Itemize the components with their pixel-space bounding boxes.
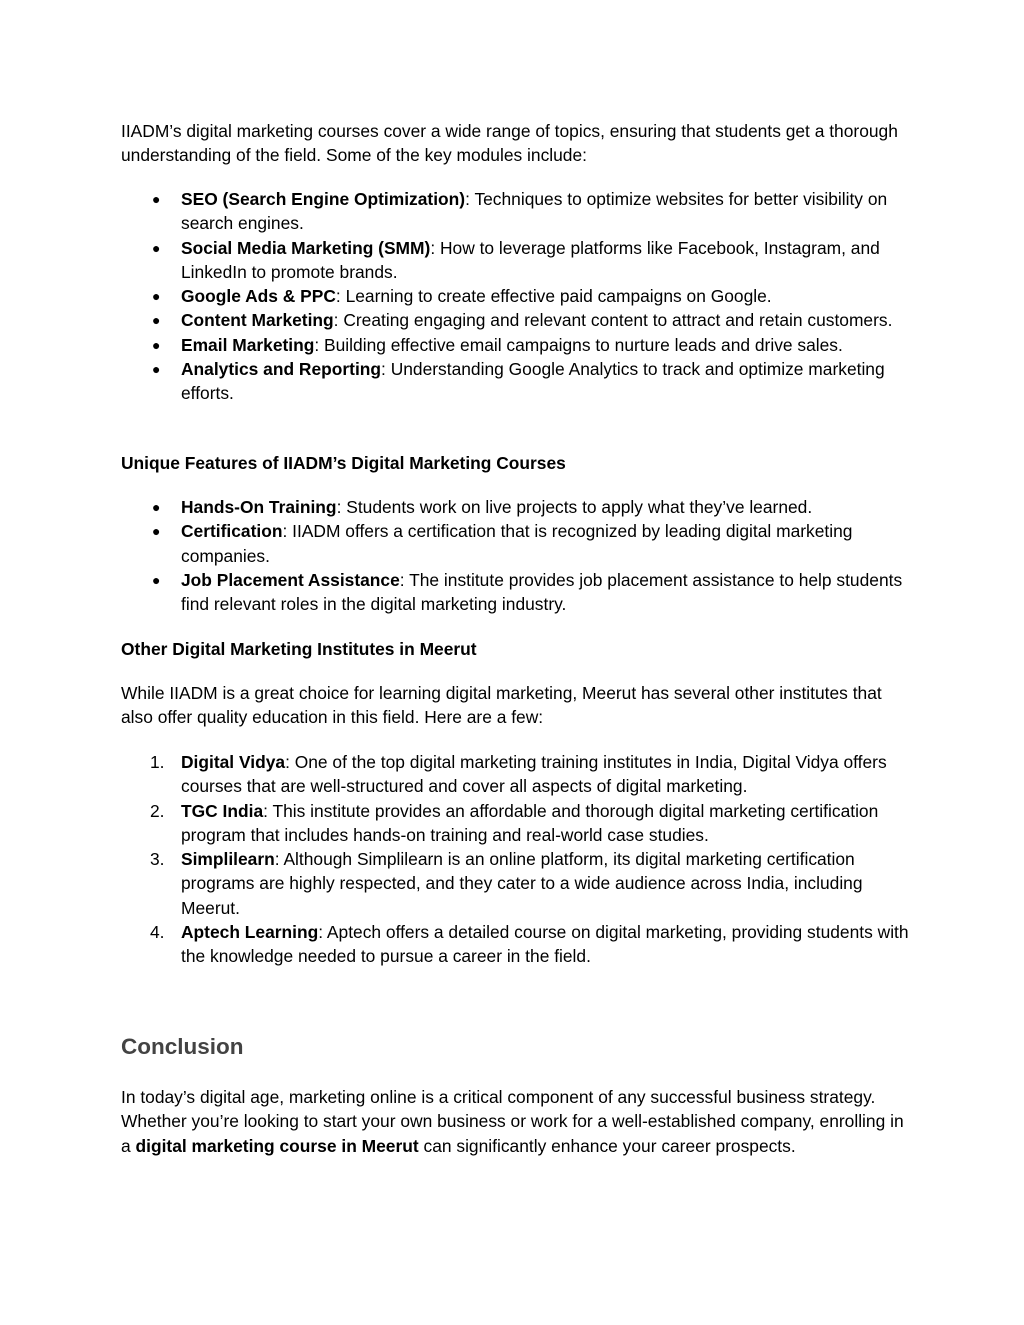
- list-item: [121, 495, 911, 519]
- bullet-icon: ●: [152, 239, 161, 256]
- item-title: Job Placement Assistance: [181, 569, 400, 590]
- item-title: SEO (Search Engine Optimization): [181, 189, 466, 209]
- conclusion-heading: Conclusion: [121, 1034, 244, 1059]
- list-number: 2.: [150, 800, 165, 821]
- item-title: Certification: [181, 521, 283, 542]
- item-desc: : Aptech offers a detailed course on digital marketing, providing students with the knowledge needed to pursue a career in the field.: [181, 922, 909, 967]
- bullet-icon: ●: [152, 571, 161, 588]
- list-item: [121, 519, 911, 568]
- bullet-icon: ●: [152, 523, 161, 540]
- list-item: [121, 357, 911, 406]
- list-number: 3.: [150, 849, 165, 870]
- conclusion-keyword: digital marketing course in Meerut: [135, 1135, 419, 1156]
- item-desc: : Students work on live projects to apply what they’ve learned.: [336, 497, 813, 517]
- bullet-icon: ●: [152, 361, 161, 378]
- list-item: [121, 920, 911, 969]
- modules-list: [121, 187, 911, 406]
- intro-paragraph: IIADM’s digital marketing courses cover a wide range of topics, ensuring that students get a thorough understanding of the field. Some of the key modules include:: [121, 121, 898, 166]
- item-desc: : How to leverage platforms like Facebook, Instagram, and LinkedIn to promote brands.: [181, 237, 880, 282]
- item-title: Hands-On Training: [181, 497, 337, 517]
- list-item: [121, 308, 911, 332]
- item-desc: : Building effective email campaigns to nurture leads and drive sales.: [314, 334, 843, 355]
- list-item: [121, 568, 911, 617]
- bullet-icon: ●: [152, 499, 161, 515]
- item-title: Aptech Learning: [181, 922, 319, 943]
- conclusion-text-end: can significantly enhance your career prospects.: [418, 1135, 796, 1156]
- item-desc: : One of the top digital marketing training institutes in India, Digital Vidya offers courses that are well-structured and cover all aspects of digital marketing.: [181, 752, 887, 797]
- item-desc: : Creating engaging and relevant content to attract and retain customers.: [333, 310, 893, 331]
- item-desc: : Techniques to optimize websites for better visibility on search engines.: [181, 189, 888, 234]
- institutes-list: [121, 750, 911, 969]
- item-title: Digital Vidya: [181, 752, 286, 772]
- list-item: [121, 284, 911, 308]
- bullet-icon: ●: [152, 288, 161, 305]
- item-desc: : Learning to create effective paid campaigns on Google.: [335, 286, 772, 307]
- conclusion-text-start: In today’s digital age, marketing online is a critical component of any successful business strategy. Whether you’re looking to start your own business or work for a well-established company, enrolling in a: [121, 1087, 904, 1156]
- list-item: [121, 333, 911, 357]
- item-title: Social Media Marketing (SMM): [181, 237, 431, 258]
- others-heading: Other Digital Marketing Institutes in Meerut: [121, 639, 477, 659]
- bullet-icon: ●: [152, 191, 161, 207]
- item-title: Email Marketing: [181, 334, 315, 355]
- conclusion-paragraph: [121, 1085, 911, 1158]
- item-title: Google Ads & PPC: [181, 286, 336, 307]
- item-title: Analytics and Reporting: [181, 359, 382, 380]
- bullet-icon: ●: [152, 312, 161, 329]
- item-desc: : Understanding Google Analytics to track and optimize marketing efforts.: [181, 359, 885, 404]
- list-number: 1.: [150, 752, 165, 772]
- list-item: [121, 799, 911, 848]
- list-item: [121, 750, 911, 799]
- item-title: Content Marketing: [181, 310, 334, 331]
- features-heading: Unique Features of IIADM’s Digital Marketing Courses: [121, 453, 566, 473]
- others-intro-paragraph: While IIADM is a great choice for learning digital marketing, Meerut has several other institutes that also offer quality education in this field. Here are a few:: [121, 683, 882, 728]
- list-number: 4.: [150, 922, 165, 943]
- item-title: Simplilearn: [181, 849, 275, 870]
- list-item: [121, 236, 911, 285]
- item-desc: : Although Simplilearn is an online platform, its digital marketing certification programs are highly respected, and they cater to a wide audience across India, including Meerut.: [181, 849, 863, 918]
- list-item: [121, 187, 911, 236]
- item-desc: : The institute provides job placement assistance to help students find relevant roles in the digital marketing industry.: [181, 569, 903, 615]
- item-title: TGC India: [181, 800, 264, 821]
- list-item: [121, 847, 911, 920]
- features-list: [121, 495, 911, 616]
- item-desc: : This institute provides an affordable and thorough digital marketing certification program that includes hands-on training and real-world case studies.: [181, 800, 879, 845]
- bullet-icon: ●: [152, 336, 161, 353]
- item-desc: : IIADM offers a certification that is recognized by leading digital marketing companies.: [181, 521, 853, 566]
